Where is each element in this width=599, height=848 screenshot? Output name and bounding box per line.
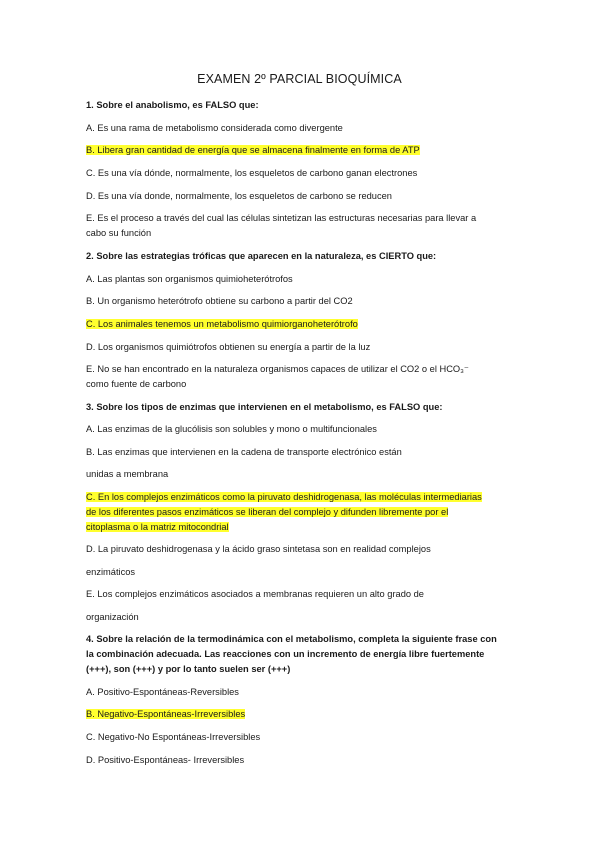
q2-option-b: B. Un organismo heterótrofo obtiene su carbono a partir del CO2 bbox=[86, 296, 353, 306]
q4-option-c: C. Negativo-No Espontáneas-Irreversibles bbox=[86, 732, 261, 742]
page-title: EXAMEN 2º PARCIAL BIOQUÍMICA bbox=[197, 72, 402, 86]
question-4-stem-line-3: (+++), son (+++) y por lo tanto suelen ser (+++) bbox=[86, 664, 291, 674]
q1-option-c: C. Es una vía dónde, normalmente, los esqueletos de carbono ganan electrones bbox=[86, 168, 418, 178]
q3-option-e-continued: organización bbox=[86, 612, 139, 622]
q2-option-d: D. Los organismos quimiótrofos obtienen su energía a partir de la luz bbox=[86, 342, 371, 352]
q3-option-a: A. Las enzimas de la glucólisis son solubles y mono o multifuncionales bbox=[86, 424, 377, 434]
highlighted-answer: C. Los animales tenemos un metabolismo quimiorganoheterótrofo bbox=[86, 319, 358, 329]
highlighted-answer: B. Libera gran cantidad de energía que se almacena finalmente en forma de ATP bbox=[86, 145, 420, 155]
highlighted-answer: B. Negativo-Espontáneas-Irreversibles bbox=[86, 709, 246, 719]
q2-option-a: A. Las plantas son organismos quimioheterótrofos bbox=[86, 274, 293, 284]
q4-option-b-highlighted bbox=[86, 707, 245, 722]
q3-option-d-continued: enzimáticos bbox=[86, 567, 136, 577]
question-2-stem: 2. Sobre las estrategias tróficas que aparecen en la naturaleza, es CIERTO que: bbox=[86, 251, 437, 261]
question-3-stem: 3. Sobre los tipos de enzimas que intervienen en el metabolismo, es FALSO que: bbox=[86, 402, 443, 412]
q2-option-e: E. No se han encontrado en la naturaleza organismos capaces de utilizar el CO2 o el HCO₃⁻ bbox=[86, 364, 469, 374]
q3-option-d: D. La piruvato deshidrogenasa y la ácido graso sintetasa son en realidad complejos bbox=[86, 544, 431, 554]
q1-option-b-highlighted bbox=[86, 143, 420, 158]
highlighted-answer: de los diferentes pasos enzimáticos se liberan del complejo y difunden libremente por el bbox=[86, 507, 449, 517]
question-1-stem: 1. Sobre el anabolismo, es FALSO que: bbox=[86, 100, 259, 110]
highlighted-answer: citoplasma o la matriz mitocondrial bbox=[86, 522, 229, 532]
q1-option-e-continued: cabo su función bbox=[86, 228, 152, 238]
q1-option-a: A. Es una rama de metabolismo considerada como divergente bbox=[86, 123, 343, 133]
q3-option-e: E. Los complejos enzimáticos asociados a membranas requieren un alto grado de bbox=[86, 589, 424, 599]
q3-option-b: B. Las enzimas que intervienen en la cadena de transporte electrónico están bbox=[86, 447, 402, 457]
q3-option-c-highlighted-line-1 bbox=[86, 490, 482, 505]
question-4-stem-line-2: la combinación adecuada. Las reacciones con un incremento de energía libre fuertemente bbox=[86, 649, 485, 659]
q2-option-c-highlighted bbox=[86, 317, 358, 332]
q4-option-a: A. Positivo-Espontáneas-Reversibles bbox=[86, 687, 239, 697]
q1-option-d: D. Es una vía donde, normalmente, los esqueletos de carbono se reducen bbox=[86, 191, 392, 201]
q2-option-e-continued: como fuente de carbono bbox=[86, 379, 187, 389]
q3-option-c-highlighted-line-2 bbox=[86, 505, 448, 520]
question-4-stem-line-1: 4. Sobre la relación de la termodinámica con el metabolismo, completa la siguiente frase con bbox=[86, 634, 497, 644]
q1-option-e: E. Es el proceso a través del cual las células sintetizan las estructuras necesarias para llevar a bbox=[86, 213, 477, 223]
highlighted-answer: C. En los complejos enzimáticos como la piruvato deshidrogenasa, las moléculas intermediarias bbox=[86, 492, 482, 502]
q4-option-d: D. Positivo-Espontáneas- Irreversibles bbox=[86, 755, 245, 765]
q3-option-c-highlighted-line-3 bbox=[86, 520, 229, 535]
q3-option-b-continued: unidas a membrana bbox=[86, 469, 169, 479]
